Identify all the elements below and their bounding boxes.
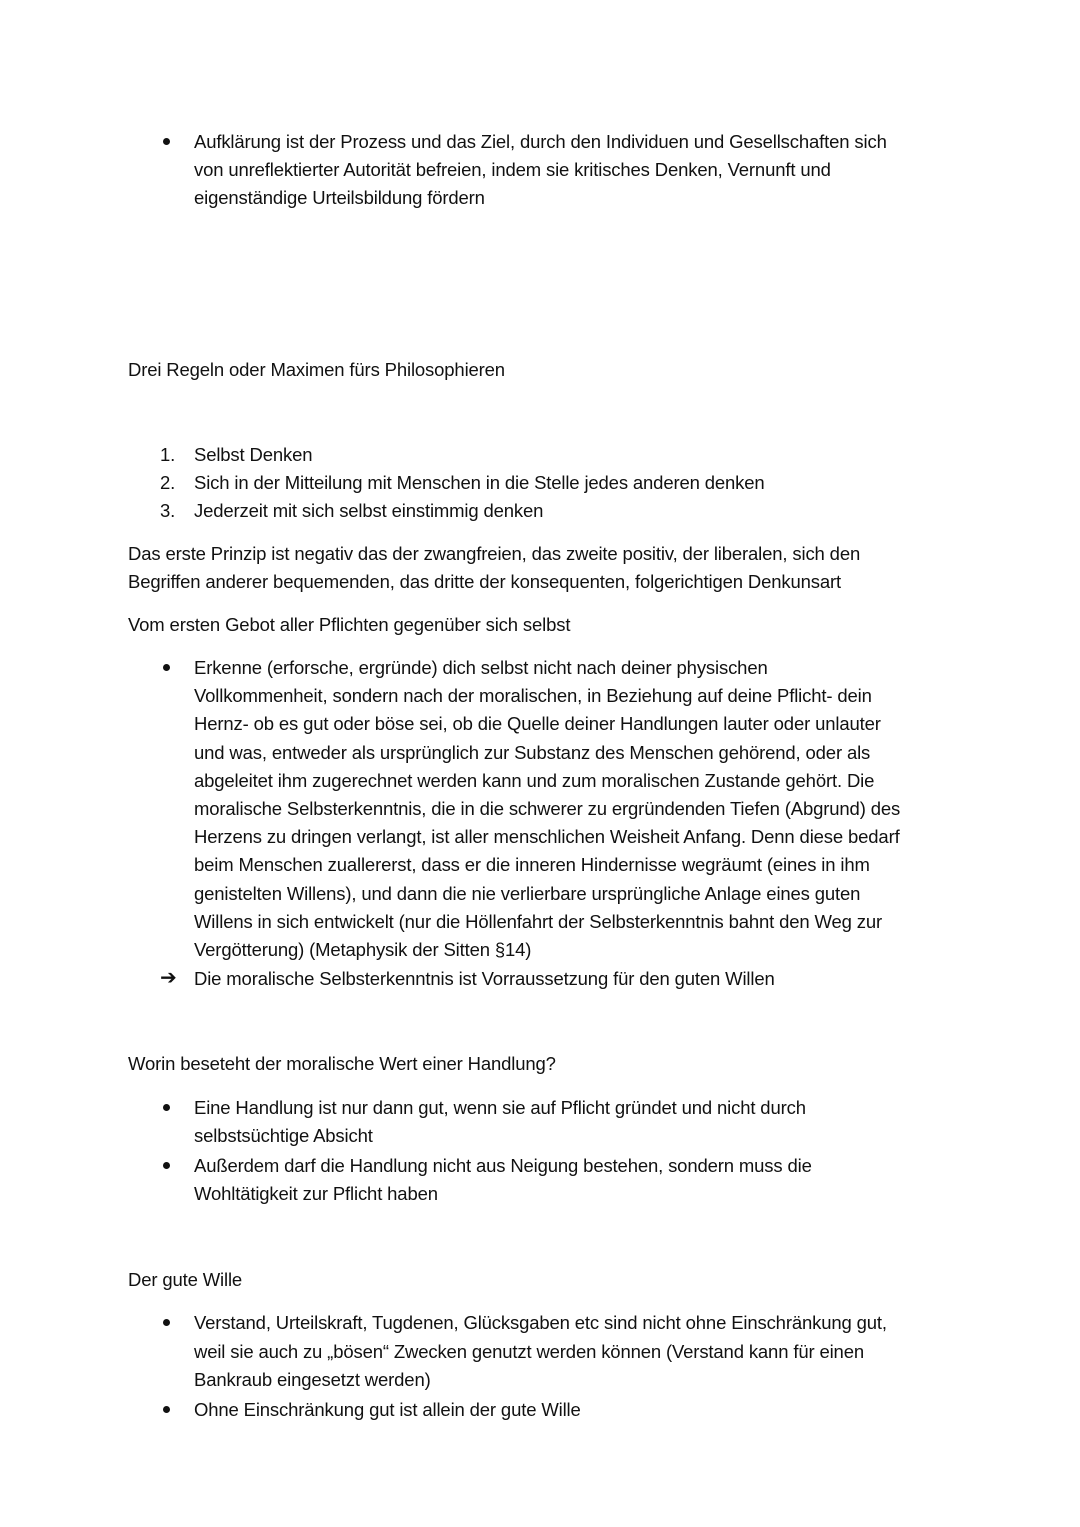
- duty-bullet-line: moralische Selbsterkenntnis, die in die schwerer zu ergründenden Tiefen (Abgrund) des: [194, 798, 901, 819]
- duty-bullet-line: Vergötterung) (Metaphysik der Sitten §14): [194, 939, 532, 960]
- intro-bullet-line: eigenständige Urteilsbildung fördern: [194, 187, 485, 208]
- bullet-icon: [160, 1396, 186, 1424]
- list-item: Selbst Denken: [194, 444, 313, 465]
- good-will-heading: Der gute Wille: [128, 1269, 243, 1290]
- list-number: 1.: [160, 444, 176, 465]
- good-will-bullet-line: Ohne Einschränkung gut ist allein der gute Wille: [194, 1399, 581, 1420]
- good-will-bullet-line: weil sie auch zu „bösen“ Zwecken genutzt werden können (Verstand kann für einen: [194, 1341, 864, 1362]
- duty-bullet-line: Vollkommenheit, sondern nach der moralischen, in Beziehung auf deine Pflicht- dein: [194, 685, 872, 706]
- duty-conclusion: Die moralische Selbsterkenntnis ist Vorraussetzung für den guten Willen: [194, 968, 775, 989]
- duty-bullet-line: beim Menschen zuallererst, dass er die inneren Hindernisse wegräumt (eines in ihm: [194, 854, 870, 875]
- duty-heading: Vom ersten Gebot aller Pflichten gegenüber sich selbst: [128, 614, 571, 635]
- list-number: 2.: [160, 472, 176, 493]
- list-item: Sich in der Mitteilung mit Menschen in die Stelle jedes anderen denken: [194, 472, 765, 493]
- intro-bullet-line: Aufklärung ist der Prozess und das Ziel, durch den Individuen und Gesellschaften sich: [194, 131, 887, 152]
- good-will-bullet-line: Verstand, Urteilskraft, Tugdenen, Glücksgaben etc sind nicht ohne Einschränkung gut,: [194, 1312, 887, 1333]
- maxims-heading: Drei Regeln oder Maximen fürs Philosophieren: [128, 359, 505, 380]
- arrow-right-icon: ➔: [160, 967, 177, 989]
- moral-value-bullet-line: Eine Handlung ist nur dann gut, wenn sie auf Pflicht gründet und nicht durch: [194, 1097, 806, 1118]
- duty-bullet-line: Erkenne (erforsche, ergründe) dich selbst nicht nach deiner physischen: [194, 657, 768, 678]
- duty-bullet-line: abgeleitet ihm zugerechnet werden kann und zum moralischen Zustande gehört. Die: [194, 770, 875, 791]
- good-will-bullet-line: Bankraub eingesetzt werden): [194, 1369, 431, 1390]
- bullet-icon: [160, 128, 186, 156]
- bullet-icon: [160, 1309, 186, 1337]
- duty-bullet-line: Hernz- ob es gut oder böse sei, ob die Quelle deiner Handlungen lauter oder unlauter: [194, 713, 881, 734]
- moral-value-bullet-line: Wohltätigkeit zur Pflicht haben: [194, 1183, 438, 1204]
- intro-bullet-line: von unreflektierter Autorität befreien, indem sie kritisches Denken, Vernunft und: [194, 159, 831, 180]
- duty-bullet-line: genistelten Willens), und dann die nie verlierbare ursprüngliche Anlage eines guten: [194, 883, 861, 904]
- moral-value-bullet-line: selbstsüchtige Absicht: [194, 1125, 373, 1146]
- bullet-icon: [160, 654, 186, 682]
- moral-value-heading: Worin beseteht der moralische Wert einer Handlung?: [128, 1053, 556, 1074]
- duty-bullet-line: Herzens zu dringen verlangt, ist aller menschlichen Weisheit Anfang. Denn diese bedarf: [194, 826, 900, 847]
- bullet-icon: [160, 1152, 186, 1180]
- maxims-explanation-line: Begriffen anderer bequemenden, das dritte der konsequenten, folgerichtigen Denkunsart: [128, 571, 842, 592]
- moral-value-bullet-line: Außerdem darf die Handlung nicht aus Neigung bestehen, sondern muss die: [194, 1155, 812, 1176]
- bullet-icon: [160, 1094, 186, 1122]
- duty-bullet-line: Willens in sich entwickelt (nur die Höllenfahrt der Selbsterkenntnis bahnt den Weg zur: [194, 911, 883, 932]
- list-item: Jederzeit mit sich selbst einstimmig denken: [194, 500, 544, 521]
- duty-bullet-line: und was, entweder als ursprünglich zur Substanz des Menschen gehörend, oder als: [194, 742, 871, 763]
- list-number: 3.: [160, 500, 176, 521]
- maxims-explanation-line: Das erste Prinzip ist negativ das der zwangfreien, das zweite positiv, der liberalen, sich den: [128, 543, 861, 564]
